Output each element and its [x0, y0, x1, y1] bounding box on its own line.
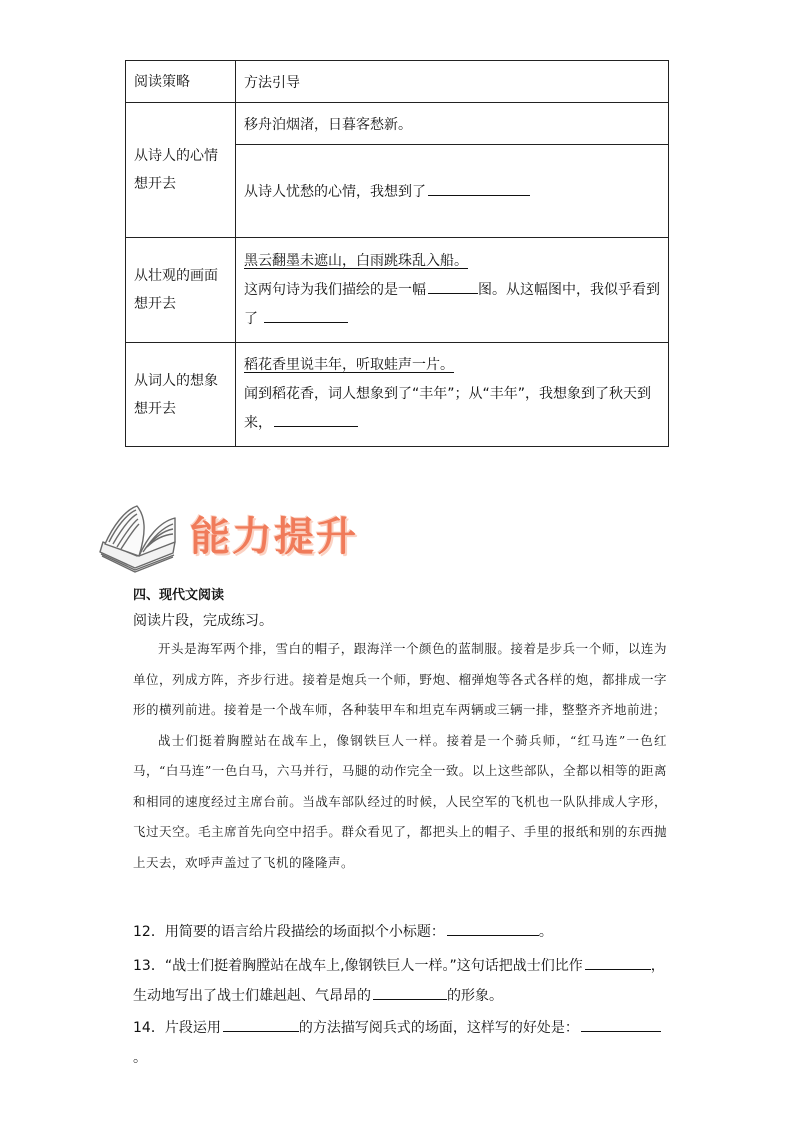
- section-instruction: 阅读片段，完成练习。: [133, 613, 273, 629]
- header-method: 方法引导: [236, 61, 669, 103]
- answer-blank[interactable]: [428, 279, 478, 294]
- poem-line: 稻花香里说丰年，听取蛙声一片。: [244, 357, 454, 373]
- table-row: [126, 343, 669, 447]
- passage-paragraph: 战士们挺着胸膛站在战车上，像钢铁巨人一样。接着是一个骑兵师，“红马连”一色红马，“白马连”一色白马，六马并行，马腿的动作完全一致。以上这些部队，全都以相等的距离和相同的速度经过主席台前。当战车部队经过的时候，人民空军的飞机也一队队排成人字形，飞过天空。毛主席首先向空中招手。群众看见了，都把头上的帽子、手里的报纸和别的东西抛上天去，欢呼声盖过了飞机的隆隆声。: [133, 732, 667, 870]
- guide-text: 这两句诗为我们描绘的是一幅: [244, 281, 426, 298]
- passage-paragraph: 开头是海军两个排，雪白的帽子，跟海洋一个颜色的蓝制服。接着是步兵一个师，以连为单位，列成方阵，齐步行进。接着是炮兵一个师，野炮、榴弹炮等各式各样的炮，都排成一字形的横列前进。接着是一个战车师，各种装甲车和坦克车两辆或三辆一排，整整齐齐地前进；: [133, 641, 667, 717]
- question-text: 12．用简要的语言给片段描绘的场面拟个小标题：: [133, 924, 445, 940]
- reading-strategy-table: [125, 60, 669, 447]
- table-row: [126, 238, 669, 343]
- question-text: 。: [538, 924, 553, 940]
- answer-blank[interactable]: [447, 921, 539, 936]
- answer-blank[interactable]: [585, 955, 651, 970]
- poem-line: 黑云翻墨未遮山，白雨跳珠乱入船。: [244, 252, 468, 269]
- question-text: 的方法描写阅兵式的场面，这样写的好处是：: [298, 1020, 579, 1036]
- question-text: 14．片段运用: [133, 1020, 221, 1036]
- guide-line: [244, 409, 660, 438]
- method-cell: [236, 343, 669, 447]
- guide-line: [244, 276, 660, 305]
- guide-line: 闻到稻花香，词人想象到了“丰年”；从“丰年”，我想象到了秋天到: [244, 386, 652, 402]
- guide-text: 从诗人忧愁的心情，我想到了: [244, 184, 426, 200]
- answer-blank[interactable]: [428, 181, 530, 196]
- answer-blank[interactable]: [223, 1017, 299, 1032]
- header-strategy: 阅读策略: [126, 61, 236, 103]
- question-12: [133, 917, 673, 947]
- strategy-cell: 从词人的想象想开去: [126, 343, 236, 447]
- section-title: 四、现代文阅读: [133, 588, 225, 603]
- question-14: [133, 1013, 673, 1073]
- answer-blank[interactable]: [581, 1017, 661, 1032]
- question-13: [133, 951, 673, 1011]
- question-text: 13．“战士们挺着胸膛站在战车上,像钢铁巨人一样。”这句话把战士们比作: [133, 958, 583, 974]
- section-banner-title: 能力提升: [190, 514, 358, 560]
- method-cell: [236, 238, 669, 343]
- guide-text: 来，: [244, 415, 272, 431]
- question-text: 的形象。: [447, 988, 503, 1004]
- table-header-row: [126, 61, 669, 103]
- question-text: ，: [650, 958, 665, 974]
- answer-blank[interactable]: [373, 985, 447, 1000]
- guide-text: 了: [244, 310, 258, 327]
- answer-blank[interactable]: [264, 308, 348, 323]
- strategy-cell: 从诗人的心情想开去: [126, 103, 236, 238]
- strategy-cell: 从壮观的画面想开去: [126, 238, 236, 343]
- answer-blank[interactable]: [274, 412, 358, 427]
- question-text: 。: [133, 1050, 147, 1066]
- table-row: [126, 103, 669, 145]
- guide-text: 图。从这幅图中，我似乎看到: [478, 281, 660, 298]
- question-text: 生动地写出了战士们雄赳赳、气昂昂的: [133, 988, 371, 1004]
- guide-cell: [236, 145, 669, 238]
- guide-line: [244, 305, 660, 334]
- poem-cell: 移舟泊烟渚，日暮客愁新。: [236, 103, 669, 145]
- reading-passage: [133, 634, 667, 878]
